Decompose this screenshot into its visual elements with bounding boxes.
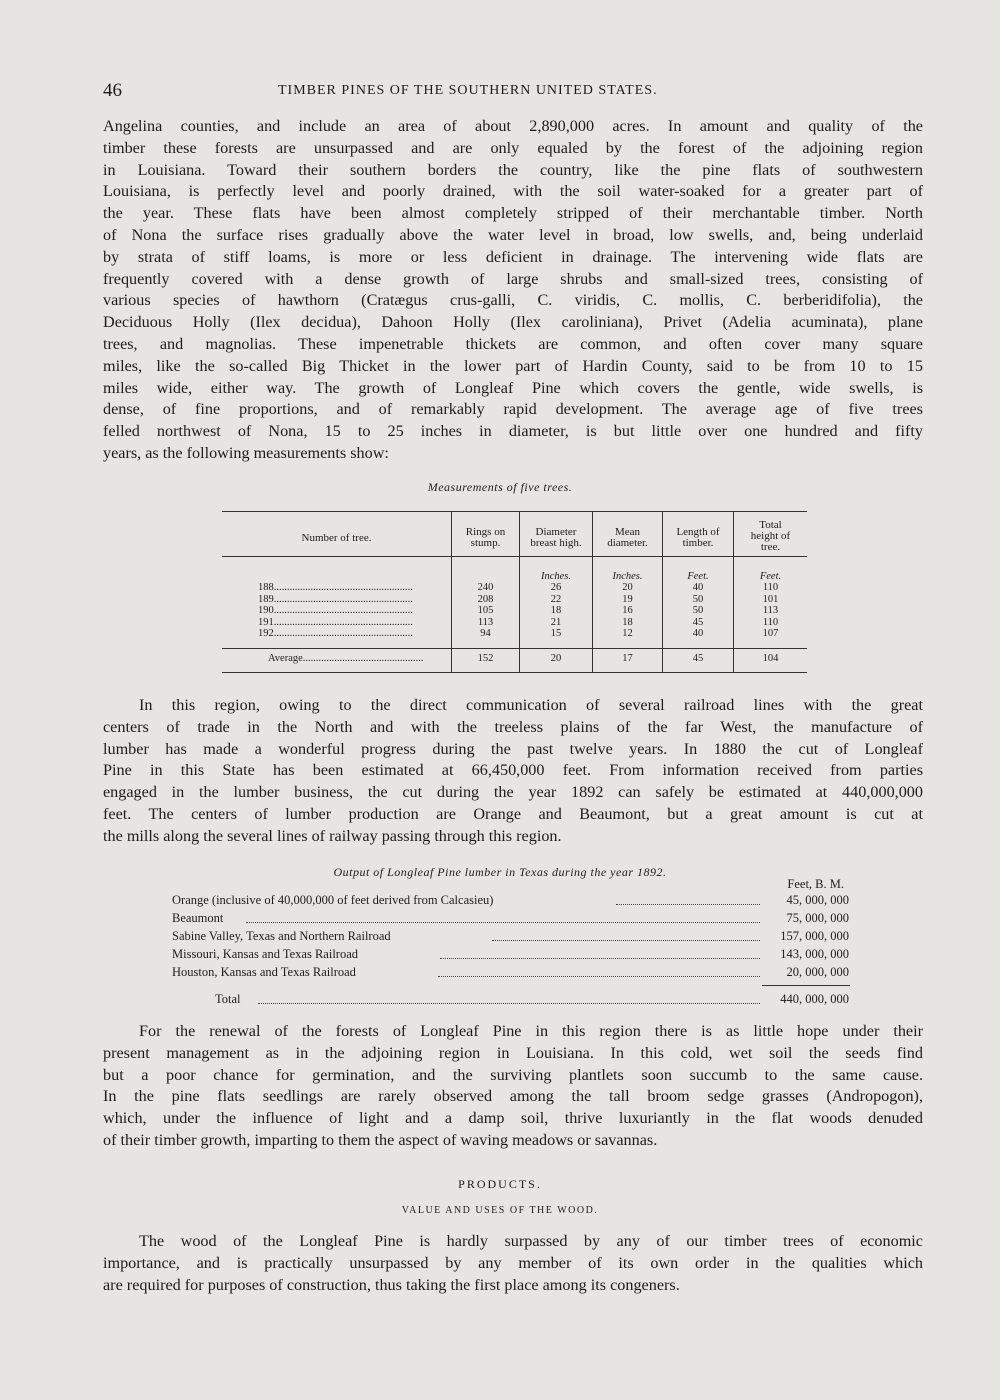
- header-length: Length of timber.: [676, 526, 720, 549]
- tree-number: 192: [258, 628, 274, 639]
- text-line: In the pine flats seedlings are rarely observed among the tall broom sedge grasses (Andropogon),: [103, 1087, 923, 1106]
- lumber-output-caption: Output of Longleaf Pine lumber in Texas during the year 1892.: [333, 865, 667, 879]
- table-row: [172, 929, 852, 946]
- height-cell: 110: [762, 616, 779, 628]
- leader-dots: [258, 992, 760, 1004]
- mean-cell: 20: [622, 582, 633, 593]
- height-cell: 110: [762, 582, 779, 593]
- diameter-cell: 18: [550, 605, 562, 616]
- average-rule: [222, 648, 807, 649]
- page-number: 46: [103, 80, 122, 101]
- mean-cell: 16: [622, 605, 633, 616]
- length-cell: 40: [692, 582, 704, 593]
- row-value: 75, 000, 000: [786, 911, 849, 925]
- unit-label: Feet.: [687, 571, 709, 582]
- unit-label: Feet, B. M.: [787, 877, 844, 891]
- row-label: Missouri, Kansas and Texas Railroad: [172, 947, 359, 961]
- paragraph-lumber-manufacture: [103, 695, 923, 848]
- text-line: felled northwest of Nona, 15 to 25 inches in diameter, is but little over one hundred and fifty: [103, 422, 923, 441]
- length-cell: 45: [692, 616, 704, 628]
- text-line: Deciduous Holly (Ilex decidua), Dahoon Holly (Ilex caroliniana), Privet (Adelia acuminata), plane: [103, 313, 923, 332]
- text-line: miles, like the so-called Big Thicket in the lower part of Hardin County, said to be from 10 to 15: [103, 356, 923, 375]
- text-line: but a poor chance for germination, and the surviving plantlets soon succumb to the same cause.: [103, 1065, 923, 1084]
- text-line: timber these forests are unsurpassed and are only equaled by the forest of the adjoining region: [103, 138, 923, 157]
- length-cell: 50: [692, 605, 704, 616]
- text-line: by strata of stiff loams, is more or less deficient in drainage. The intervening wide flats are: [103, 247, 923, 266]
- text-line: of their timber growth, imparting to them the aspect of waving meadows or savannas.: [103, 1130, 658, 1149]
- diameter-cell: 20: [550, 653, 562, 664]
- height-cell: 104: [762, 653, 779, 664]
- height-cell: 101: [762, 593, 779, 605]
- text-line: present management as in the adjoining region in Louisiana. In this cold, wet soil the seeds find: [103, 1043, 923, 1062]
- text-line: which, under the influence of light and a damp soil, thrive luxuriantly in the flat woods denuded: [103, 1109, 923, 1128]
- height-cell: 113: [762, 605, 779, 616]
- leader-dots: [492, 929, 760, 941]
- text-line: The wood of the Longleaf Pine is hardly surpassed by any of our timber trees of economic: [139, 1232, 923, 1250]
- total-row: [172, 992, 852, 1009]
- paragraph-timber-region: [103, 116, 923, 465]
- sum-rule: [762, 985, 850, 986]
- text-line: years, as the following measurements show:: [103, 443, 389, 462]
- tree-number: 190: [258, 605, 274, 616]
- page-header: [103, 80, 923, 102]
- header-total-height: Total height of tree.: [750, 518, 791, 553]
- text-line: feet. The centers of lumber production are Orange and Beaumont, but a great amount is cut at: [103, 804, 923, 823]
- text-line: engaged in the lumber business, the cut during the year 1892 can safely be estimated at 440,000,000: [103, 783, 923, 802]
- row-value: 143, 000, 000: [780, 947, 849, 961]
- tree-number: 188: [258, 582, 274, 593]
- row-label: Sabine Valley, Texas and Northern Railroad: [172, 929, 391, 943]
- text-line: dense, of fine proportions, and of remarkably rapid development. The average age of five trees: [103, 400, 923, 419]
- paragraph-wood-value: [103, 1231, 923, 1296]
- section-heading: PRODUCTS.: [458, 1177, 542, 1191]
- header-mean-diameter: Mean diameter.: [607, 526, 648, 549]
- diameter-cell: 26: [550, 582, 562, 593]
- measurements-caption: Measurements of five trees.: [427, 480, 573, 494]
- text-line: For the renewal of the forests of Longleaf Pine in this region there is as little hope under their: [139, 1022, 923, 1040]
- table-row: [172, 893, 852, 910]
- text-line: miles wide, either way. The growth of Longleaf Pine which covers the gentle, wide swells, is: [103, 378, 923, 397]
- table-row: [172, 965, 852, 982]
- row-value: 45, 000, 000: [786, 893, 849, 907]
- average-label: Average: [268, 653, 303, 664]
- rings-cell: 152: [477, 653, 494, 664]
- text-line: in Louisiana. Toward their southern borders the country, like the pine flats of southwestern: [103, 160, 923, 179]
- rings-cell: 94: [480, 628, 491, 639]
- text-line: trees, and magnolias. These impenetrable thickets are common, and often cover many square: [103, 334, 923, 353]
- leader-dots: [616, 893, 760, 905]
- text-line: Angelina counties, and include an area of about 2,890,000 acres. In amount and quality of the: [103, 117, 923, 135]
- header-rings: Rings on stump.: [465, 526, 506, 549]
- rings-cell: 105: [477, 605, 494, 616]
- text-line: Pine in this State has been estimated at 66,450,000 feet. From information received from parties: [103, 761, 923, 780]
- measurements-table: Number of tree. Rings on stump. Diameter breast high. Mean diameter. Length of timber. Total height of tree. Inches. Inches. Feet. Feet. 188..................................................... 240 26 20 40 110 189..................................................... 208 22 19 50 101 190..................................................... 105 18 16 50 113 191..................................................... 113 21 18 45 110 192..................................................... 94 15 12 40 107 Average.............................................. 152 20 17 45 104: [222, 511, 807, 673]
- rings-cell: 240: [477, 582, 494, 593]
- row-label: Houston, Kansas and Texas Railroad: [172, 965, 356, 979]
- mean-cell: 19: [622, 593, 633, 605]
- text-line: various species of hawthorn (Cratægus crus-galli, C. viridis, C. mollis, C. berberidifolia), the: [103, 291, 923, 310]
- leader-dots: [246, 911, 760, 923]
- rings-cell: 113: [477, 616, 494, 628]
- rings-cell: 208: [477, 593, 494, 605]
- unit-label: Feet.: [759, 571, 782, 582]
- length-cell: 45: [692, 653, 704, 664]
- diameter-cell: 15: [550, 628, 562, 639]
- text-line: the year. These flats have been almost completely stripped of their merchantable timber. North: [103, 204, 923, 223]
- total-value: 440, 000, 000: [780, 992, 849, 1006]
- row-value: 157, 000, 000: [780, 929, 849, 943]
- paragraph-forest-renewal: [103, 1021, 923, 1152]
- text-line: lumber has made a wonderful progress during the past twelve years. In 1880 the cut of Longleaf: [103, 739, 923, 758]
- running-title: TIMBER PINES OF THE SOUTHERN UNITED STATES.: [278, 83, 658, 98]
- text-line: centers of trade in the North and with the treeless plains of the far West, the manufacture of: [103, 717, 923, 736]
- header-number-of-tree: Number of tree.: [301, 531, 372, 544]
- mean-cell: 12: [622, 628, 633, 639]
- leader-dots: [438, 965, 760, 977]
- leader-dots: [440, 947, 760, 959]
- diameter-cell: 22: [550, 593, 562, 605]
- section-subheading: VALUE AND USES OF THE WOOD.: [401, 1205, 599, 1216]
- table-row: [172, 947, 852, 964]
- header-diameter: Diameter breast high.: [530, 526, 582, 549]
- height-cell: 107: [762, 628, 779, 639]
- tree-number: 191: [258, 616, 274, 628]
- row-value: 20, 000, 000: [786, 965, 849, 979]
- unit-label: Inches.: [612, 571, 643, 582]
- row-label: Beaumont: [172, 911, 224, 925]
- total-label: Total: [215, 992, 241, 1006]
- mean-cell: 18: [622, 616, 633, 628]
- diameter-cell: 21: [550, 616, 562, 628]
- text-line: frequently covered with a dense growth of large shrubs and small-sized trees, consisting of: [103, 269, 923, 288]
- text-line: In this region, owing to the direct communication of several railroad lines with the great: [139, 696, 923, 714]
- table-row: [172, 911, 852, 928]
- mean-cell: 17: [622, 653, 633, 664]
- text-line: importance, and is practically unsurpassed by any member of its own order in the qualities which: [103, 1253, 923, 1272]
- unit-label: Inches.: [540, 571, 572, 582]
- text-line: of Nona the surface rises gradually above the water level in broad, low swells, and, being underlaid: [103, 225, 923, 244]
- length-cell: 50: [692, 593, 704, 605]
- text-line: are required for purposes of construction, thus taking the first place among its congeners.: [103, 1275, 680, 1294]
- tree-number: 189: [258, 593, 274, 605]
- length-cell: 40: [692, 628, 704, 639]
- row-label: Orange (inclusive of 40,000,000 of feet derived from Calcasieu): [172, 893, 494, 907]
- text-line: Louisiana, is perfectly level and poorly drained, with the soil water-soaked for a greater part of: [103, 182, 923, 201]
- text-line: the mills along the several lines of railway passing through this region.: [103, 826, 562, 845]
